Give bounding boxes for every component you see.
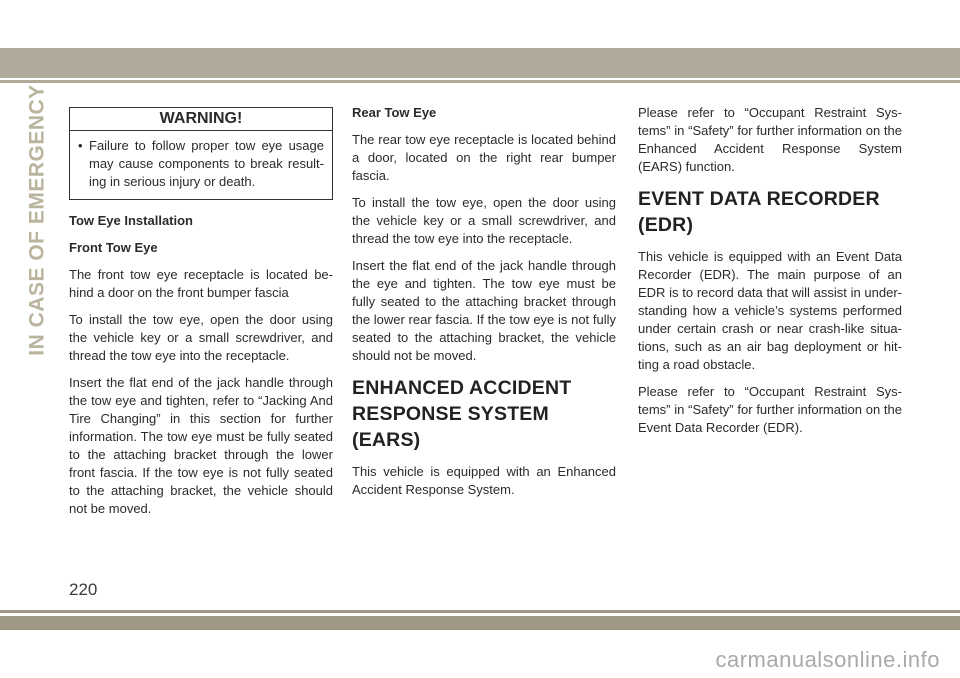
column-1 bbox=[69, 104, 333, 527]
column-2 bbox=[352, 104, 616, 508]
footer-band bbox=[0, 616, 960, 630]
paragraph: This vehicle is equipped with an Enhanced Accident Response System. bbox=[352, 464, 616, 497]
column-3 bbox=[638, 104, 902, 446]
side-tab-label: IN CASE OF EMERGENCY bbox=[26, 84, 49, 356]
paragraph: The rear tow eye receptacle is located behind a door, located on the right rear bumper fascia. bbox=[352, 132, 616, 183]
paragraph: Insert the flat end of the jack handle through the eye and tighten. The tow eye must be fully seated to the attaching bracket through the lower rear fascia. If the tow eye is not fully seated to the attaching bracket, the vehicle should not be moved. bbox=[352, 258, 616, 363]
warning-box bbox=[69, 107, 333, 200]
warning-item: • Failure to follow proper tow eye usage may cause components to break result-ing in serious injury or death. bbox=[78, 137, 324, 191]
subheading-rear-tow-eye: Rear Tow Eye bbox=[352, 105, 437, 120]
page-number: 220 bbox=[69, 580, 98, 599]
paragraph: This vehicle is equipped with an Event Data Recorder (EDR). The main purpose of an EDR is to record data that will assist in under-standing how a vehicle’s systems performed under certain crash or near crash-like situa-tions, such as an air bag deployment or hit-ting a road obstacle. bbox=[638, 249, 902, 372]
subheading-front-tow-eye: Front Tow Eye bbox=[69, 240, 158, 255]
paragraph: Insert the flat end of the jack handle through the tow eye and tighten, refer to “Jacking And Tire Changing” in this section for further information. The tow eye must be fully seated to the attaching bracket through the lower front fascia. If the tow eye is not fully seated to the attaching bracket, the vehicle should not be moved. bbox=[69, 375, 333, 516]
section-side-tab bbox=[26, 84, 50, 356]
paragraph: The front tow eye receptacle is located be-hind a door on the front bumper fascia bbox=[69, 267, 333, 300]
header-rule bbox=[0, 80, 960, 83]
section-heading-ears: ENHANCED ACCIDENT RESPONSE SYSTEM (EARS) bbox=[352, 377, 572, 451]
footer-rule bbox=[0, 610, 960, 613]
watermark: carmanualsonline.info bbox=[715, 647, 940, 672]
heading-tow-eye-installation: Tow Eye Installation bbox=[69, 213, 194, 228]
warning-body bbox=[70, 131, 332, 199]
paragraph: Please refer to “Occupant Restraint Sys-tems” in “Safety” for further information on the Enhanced Accident Response System (EARS) function. bbox=[638, 105, 902, 174]
paragraph: To install the tow eye, open the door using the vehicle key or a small screwdriver, and thread the tow eye into the receptacle. bbox=[69, 312, 333, 363]
section-heading-edr: EVENT DATA RECORDER (EDR) bbox=[638, 188, 880, 236]
paragraph: To install the tow eye, open the door using the vehicle key or a small screwdriver, and thread the tow eye into the receptacle. bbox=[352, 195, 616, 246]
paragraph: Please refer to “Occupant Restraint Sys-tems” in “Safety” for further information on the Event Data Recorder (EDR). bbox=[638, 384, 902, 435]
warning-title: WARNING! bbox=[70, 108, 332, 131]
header-band bbox=[0, 48, 960, 78]
